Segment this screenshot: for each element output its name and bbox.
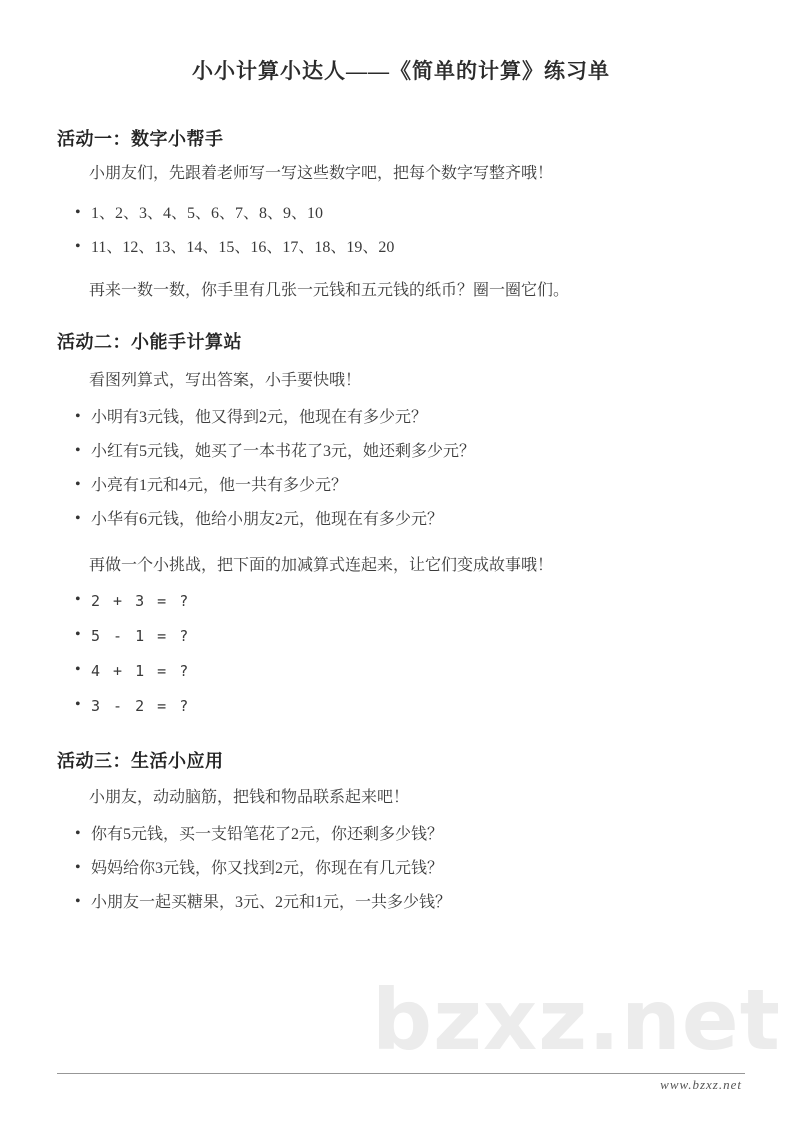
list-item-text: 11、12、13、14、15、16、17、18、19、20	[91, 239, 395, 256]
equation-text: 5 - 1 = ?	[91, 627, 191, 645]
bullet-icon: •	[75, 591, 81, 608]
list-item-text: 1、2、3、4、5、6、7、8、9、10	[91, 205, 324, 222]
list-item-text: 小亮有1元和4元，他一共有多少元？	[91, 477, 348, 494]
list-item	[57, 441, 745, 463]
section-2-equation-list	[57, 590, 745, 718]
list-item	[57, 237, 745, 259]
section-activity-1	[57, 127, 745, 302]
bullet-icon: •	[75, 238, 81, 255]
equation-item	[57, 695, 745, 718]
bullet-icon: •	[75, 408, 81, 425]
bullet-icon: •	[75, 661, 81, 678]
section-3-heading: 活动三：生活小应用	[57, 751, 224, 771]
equation-item	[57, 625, 745, 648]
section-1-outro: 再来一数一数，你手里有几张一元钱和五元钱的纸币？圈一圈它们。	[89, 282, 570, 299]
bullet-icon: •	[75, 626, 81, 643]
section-activity-2	[57, 330, 745, 718]
equation-text: 4 + 1 = ?	[91, 662, 191, 680]
list-item-text: 你有5元钱，买一支铅笔花了2元，你还剩多少钱？	[91, 826, 444, 843]
section-1-bullet-list	[57, 203, 745, 259]
list-item	[57, 407, 745, 429]
section-2-intro: 看图列算式，写出答案，小手要快哦！	[89, 372, 362, 389]
bullet-icon: •	[75, 893, 81, 910]
section-2-heading: 活动二：小能手计算站	[57, 332, 242, 352]
list-item	[57, 509, 745, 531]
list-item	[57, 203, 745, 225]
bullet-icon: •	[75, 825, 81, 842]
section-activity-3	[57, 749, 745, 914]
section-3-bullet-list	[57, 824, 745, 914]
footer-divider	[57, 1073, 745, 1074]
list-item-text: 小明有3元钱，他又得到2元，他现在有多少元？	[91, 409, 428, 426]
section-2-challenge-intro: 再做一个小挑战，把下面的加减算式连起来，让它们变成故事哦！	[89, 557, 554, 574]
page-title: 小小计算小达人——《简单的计算》练习单	[192, 59, 610, 83]
footer-url: www.bzxz.net	[660, 1077, 742, 1092]
bullet-icon: •	[75, 476, 81, 493]
equation-text: 2 + 3 = ?	[91, 592, 191, 610]
list-item	[57, 892, 745, 914]
equation-item	[57, 590, 745, 613]
list-item-text: 妈妈给你3元钱，你又找到2元，你现在有几元钱？	[91, 860, 444, 877]
list-item-text: 小朋友一起买糖果，3元、2元和1元，一共多少钱？	[91, 894, 452, 911]
list-item	[57, 475, 745, 497]
bullet-icon: •	[75, 859, 81, 876]
bullet-icon: •	[75, 696, 81, 713]
section-1-intro: 小朋友们，先跟着老师写一写这些数字吧，把每个数字写整齐哦！	[89, 165, 554, 182]
list-item	[57, 858, 745, 880]
equation-text: 3 - 2 = ?	[91, 697, 191, 715]
list-item-text: 小华有6元钱，他给小朋友2元，他现在有多少元？	[91, 511, 444, 528]
equation-item	[57, 660, 745, 683]
section-2-bullet-list	[57, 407, 745, 531]
bullet-icon: •	[75, 204, 81, 221]
list-item	[57, 824, 745, 846]
section-1-heading: 活动一：数字小帮手	[57, 129, 224, 149]
bullet-icon: •	[75, 510, 81, 527]
site-watermark: bzxz.net	[372, 971, 781, 1069]
bullet-icon: •	[75, 442, 81, 459]
section-3-intro: 小朋友，动动脑筋，把钱和物品联系起来吧！	[89, 789, 410, 806]
list-item-text: 小红有5元钱，她买了一本书花了3元，她还剩多少元？	[91, 443, 476, 460]
